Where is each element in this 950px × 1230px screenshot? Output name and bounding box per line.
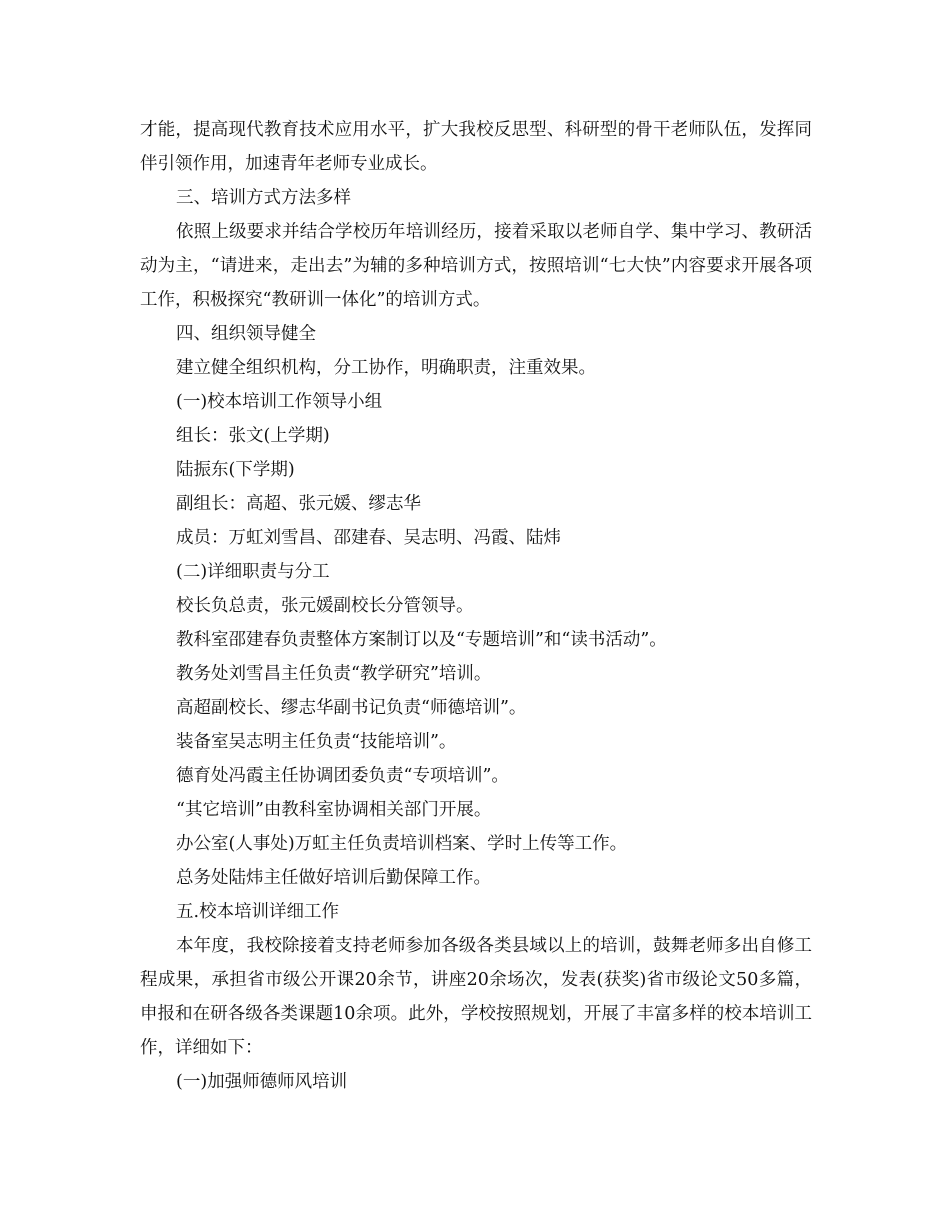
paragraph: “其它培训”由教科室协调相关部门开展。 [176, 800, 492, 820]
paragraph: 陆振东(下学期) [176, 460, 295, 480]
paragraph: 依照上级要求并结合学校历年培训经历，接着采取以老师自学、集中学习、教研活动为主，“请进来，走出去”为辅的多种培训方式，按照培训“七大快”内容要求开展各项工作，积极探究“教研训一体化”的培训方式。 [140, 222, 812, 310]
paragraph: 教务处刘雪昌主任负责“教学研究”培训。 [176, 664, 492, 684]
paragraph: 总务处陆炜主任做好培训后勤保障工作。 [176, 868, 491, 888]
paragraph: 成员：万虹刘雪昌、邵建春、吴志明、冯霞、陆炜 [176, 528, 561, 548]
paragraph: 才能，提高现代教育技术应用水平，扩大我校反思型、科研型的骨干老师队伍，发挥同伴引领作用，加速青年老师专业成长。 [140, 120, 812, 174]
paragraph: 本年度，我校除接着支持老师参加各级各类县域以上的培训，鼓舞老师多出自修工程成果，承担省市级公开课20余节，讲座20余场次，发表(获奖)省市级论文50多篇，申报和在研各级各类课题10余项。此外，学校按照规划，开展了丰富多样的校本培训工作，详细如下： [140, 936, 812, 1058]
paragraph: 副组长：高超、张元媛、缪志华 [176, 494, 421, 514]
paragraph: 组长：张文(上学期) [176, 426, 330, 446]
paragraph: 高超副校长、缪志华副书记负责“师德培训”。 [176, 698, 527, 718]
paragraph: 教科室邵建春负责整体方案制订以及“专题培训”和“读书活动”。 [176, 630, 667, 650]
paragraph: 建立健全组织机构，分工协作，明确职责，注重效果。 [176, 358, 596, 378]
document-body [140, 113, 812, 1099]
subsection-heading: (一)加强师德师风培训 [176, 1072, 348, 1092]
paragraph: 德育处冯霞主任协调团委负责“专项培训”。 [176, 766, 509, 786]
paragraph: 办公室(人事处)万虹主任负责培训档案、学时上传等工作。 [176, 834, 628, 854]
section-heading: 四、组织领导健全 [176, 324, 316, 344]
section-heading: 五.校本培训详细工作 [176, 902, 340, 922]
section-heading: 三、培训方式方法多样 [176, 188, 351, 208]
paragraph: 校长负总责，张元媛副校长分管领导。 [176, 596, 474, 616]
paragraph: 装备室吴志明主任负责“技能培训”。 [176, 732, 457, 752]
subsection-heading: (二)详细职责与分工 [176, 562, 330, 582]
subsection-heading: (一)校本培训工作领导小组 [176, 392, 383, 412]
